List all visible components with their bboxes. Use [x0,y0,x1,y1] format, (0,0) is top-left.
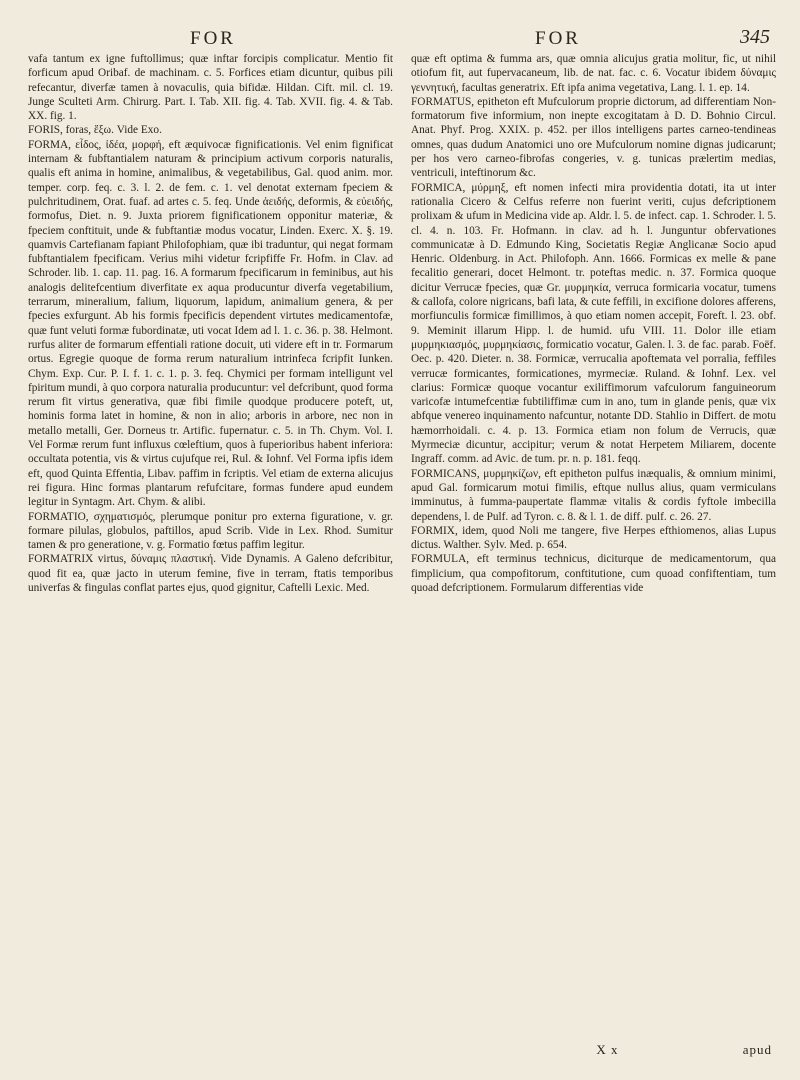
entry-paragraph: vafa tantum ex igne fuftollimus; quæ inftar forcipis complicatur. Mentio fit forficum apud Oribaf. de machinam. c. 5. Forfices etiam dicuntur, quibus pili refecantur, diverfæ tamen à novaculis, quia bifidæ. Hildan. Cift. mil. cl. 19. Junge Sculteti Arm. Chirurg. Part. I. Tab. XII. fig. 4. Tab. XVII. fig. 4. & Tab. XX. fig. 1. [28,53,393,123]
entry-paragraph: FORMIX, idem, quod Noli me tangere, five Herpes efthiomenos, alias Lupus dictus. Walther. Sylv. Med. p. 654. [411,524,776,552]
left-column [28,52,393,1052]
entry-paragraph: FORMICA, μύρμηξ, eft nomen infecti mira providentia dotati, ita ut inter rationalia Cicero & Celfus referre non fuerint veriti, cujus defcriptionem prolixam & ufum in Medicina vide ap. Aldr. l. 5. de infect. cap. 1. Schroder. l. 5. cl. 4. n. 103. Fr. Hofmann. in clav. ad h. l. Junguntur obfervationes communicatæ à D. Edmundo King, Societatis Regiæ Anglicanæ Socio apud Henric. Oldenburg. in Act. Philofoph. Ann. 1666. Formicas ex melle & pane fecalitio generari, docet Helmont. tr. poteftas medic. n. 37. Formica quoque dicitur Verrucæ fpecies, quæ Gr. μυρμηκία, verruca formicaria vocatur, tumens & callofa, colore nigricans, bafi lata, & cute feffili, in excifione dolores afferens, morfiunculis formicæ fimillimos, à quo etiam nomen accepit, Foreft. l. 23. obf. 9. Meminit illarum Hipp. l. de humid. ufu VIII. 11. Dolor ille etiam μυρμηκιασμός, μυρμηκίασις, formicatio vocatur, Galen. l. 3. de fac. parab. Foëf. Oec. p. 420. Dieter. n. 38. Formicæ, verrucalia apoftemata vel porralia, feffiles verrucæ formicantes, formicationes, myrmeciæ. Ruland. & Iohnf. Lex. vel clarius: Formicæ quoque vocantur exiliffimorum vafculorum fanguineorum varicofæ intumefcentiæ fubtiliffimæ cum in ano, tum in glande penis, quæ vix abfque venereo inquinamento nafcuntur, notante DD. Stahlio in Differt. de motu hæmorrhoidali. c. 4. p. 13. Formica etiam non folum de Verrucis, quæ Myrmeciæ dicuntur, accipitur; verum & notat Herpetem Miliarem, docente Ingraff. comm. ad Avic. de tum. pr. n. p. 181. feqq. [411,181,776,466]
entry-paragraph: FORMATUS, epitheton eft Mufculorum proprie dictorum, ad differentiam Non-formatorum five informium, non inepte excogitatam à D. D. Bohnio Circul. Anat. Phyf. Prog. XXIX. p. 452. per illos intelligens partes carneo-tendineas omnes, quas dudum Anatomici uno ore Mufculorum nomine dignas judicarunt; per hos vero carneo-fibrofas congeries, v. g. tunicas prælertim medias, ventriculi, inteftinorum &c. [411,95,776,180]
catchword: apud [742,1042,772,1057]
right-column [411,52,776,1052]
page-number: 345 [740,26,770,48]
text-columns [28,52,776,1052]
entry-paragraph: FORMATRIX virtus, δύναμις πλαστική. Vide Dynamis. A Galeno defcribitur, quod fit ea, quæ jacto in uterum femine, five in terram, ftatis temporibus univerfas & fingulas conflat partes ejus, quod gignitur, Caftelli Lexic. Med. [28,553,393,594]
entry-paragraph: FORIS, foras, ἔξω. Vide Exo. [28,124,162,137]
signature-mark: X x [596,1042,619,1057]
entry-paragraph: FORMICANS, μυρμηκίζων, eft epitheton pulfus inæqualis, & omnium minimi, apud Gal. formicarum motui fimilis, eftque nullus alius, quam vermiculans imminutus, à fumma-paupertate flammæ vitalis & cordis fyftole imbecilla dependens, l. de Pulf. ad Tyron. c. 8. & l. 1. de diff. pulf. c. 26. 27. [411,467,776,523]
entry-paragraph: quæ eft optima & fumma ars, quæ omnia alicujus gratia molitur, fic, ut nihil otiofum fit, aut fupervacaneum, lib. de nat. fac. c. 6. Vocatur ibidem δύναμις γεννητική, facultas generatrix. Eft ipfa anima vegetativa, Lang. l. 1. ep. 14. [411,53,776,94]
page-footer [596,1042,772,1058]
entry-paragraph: FORMATIO, σχηματισμός, plerumque ponitur pro externa figuratione, v. gr. formare pilulas, globulos, paftillos, apud Scrib. Vide in Lex. Rhod. Sumitur tamen & pro generatione, v. g. Formatio fœtus paffim legitur. [28,510,393,552]
right-running-title: FOR [535,28,581,49]
running-header [0,14,800,48]
entry-paragraph: FORMA, εἶδος, ἰδέα, μορφή, eft æquivocæ fignificationis. Vel enim fignificat internam & fubftantialem naturam & principium activum corporis naturalis, qualis eft anima in homine, animalibus, & vegetabilibus, Gal. quod anim. mor. temper. corp. feq. c. 3. l. 2. de fem. c. 1. vel denotat externam fpeciem & pulchritudinem, Orat. fuaf. ad artes c. 5. feq. Unde ἀειδής, deformis, & εὐειδής, formofus, Diet. n. 9. Juxta priorem fignificationem opponitur materiæ, & fpeciem conftituit, unde & fubftantiæ modus vocatur, Linden. Exerc. X. §. 19. quamvis Cartefianam fapiant Philofophiam, quæ ibi traduntur, qui negat formam fubftantialem fpecificam. Verius mihi videtur fcripfiffe Fr. Hofm. in Clav. ad Schroder. lib. 1. cap. 11. pag. 16. A formarum fpecificarum in feminibus, aut his analogis delitefcentium diverfitate ex aqua producuntur diverfa vegetabilium, terrarum, mineralium, falium, liquorum, lapidum, animalium genera, & per fpecies exfurgunt. Ab his formis fpecificis dependent virtutes medicamentofæ, quæ funt veluti formæ fubordinatæ, uti vocat Idem ad l. 1. c. 36. p. 38. Helmont. rurfus aliter de formarum effentiali ratione docuit, uti videre eft in tr. Formarum ortus. Egregie quoque de forma rerum naturalium intrinfeca fcripfit Iunken. Chym. Exp. Cur. P. I. f. 1. c. 1. p. 3. feq. Chymici per formam intelligunt vel fpiritum mundi, à quo corpora naturalia producuntur: vel defcribunt, quod forma rerum fit virtus generativa, quæ fibi fimile quodque producere poteft, ut, hominis forma latet in homine, & non in alio; arboris in arbore, nec non in metallo metalli, Ger. Dorneus tr. Artific. fupernatur. c. 5. in Th. Chym. Vol. I. Vel Formæ rerum funt influxus cœleftium, quos à fuperioribus habent inferiora: occultata potentia, vis & virtus cujufque rei, Rul. & Iohnf. Vel Forma ipfis idem eft, quod Quinta Effentia, Libav. paffim in fcriptis. Vel etiam de externa alicujus rei figura. Hinc formas plantarum refufcitare, formas fundere apud eundem legitur in Syntagm. Art. Chym. & alibi. [28,138,393,509]
left-running-title: FOR [190,28,236,49]
entry-paragraph: FORMULA, eft terminus technicus, diciturque de medicamentorum, qua fimplicium, qua compofitorum, conftitutione, cum quoad confiftentiam, tum quoad defcriptionem. Formularum differentias vide [411,553,776,594]
